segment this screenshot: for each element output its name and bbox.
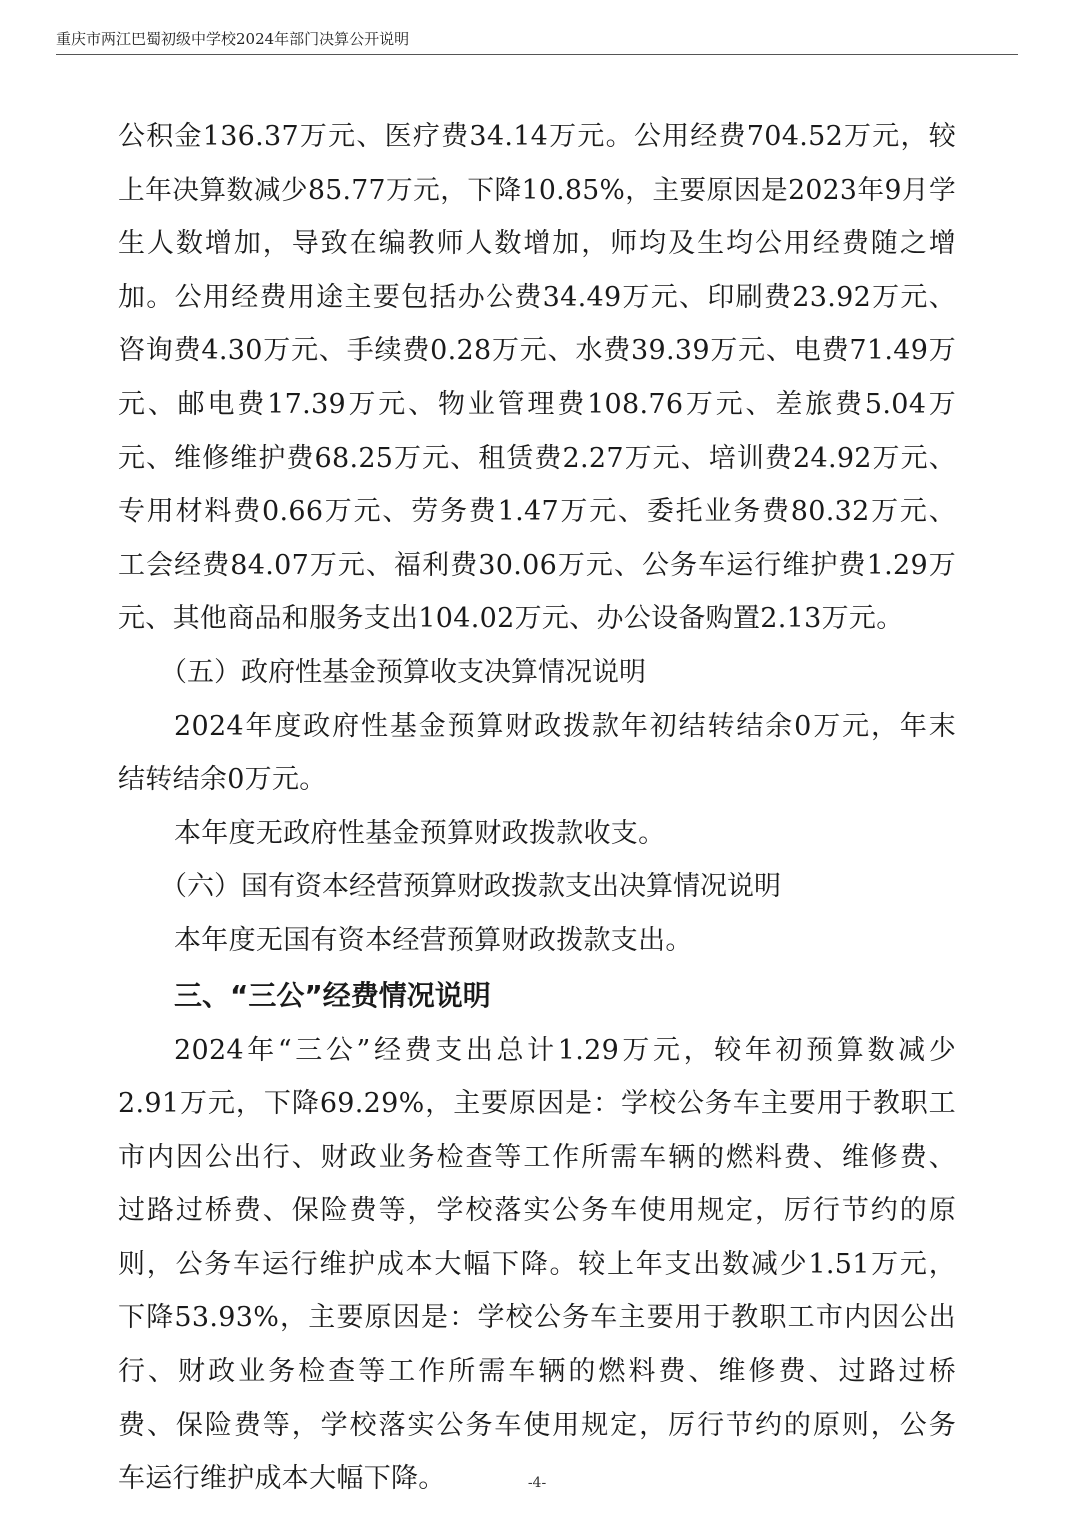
text-line: 下降53.93%，主要原因是：学校公务车主要用于教职工市内因公出 — [118, 1302, 956, 1334]
header-divider — [56, 54, 1018, 55]
text-line: 市内因公出行、财政业务检查等工作所需车辆的燃料费、维修费、 — [118, 1141, 956, 1173]
section-heading-three-public: 三、“三公”经费情况说明 — [174, 978, 491, 1012]
paragraph-no-government-fund — [118, 807, 956, 861]
paragraph-three-public — [118, 1024, 956, 1506]
text-line: 加。公用经费用途主要包括办公费34.49万元、印刷费23.92万元、 — [118, 281, 956, 313]
text-line: 元、邮电费17.39万元、物业管理费108.76万元、差旅费5.04万 — [118, 388, 956, 420]
text-line: 工会经费84.07万元、福利费30.06万元、公务车运行维护费1.29万 — [118, 549, 956, 581]
text-line: 2024年“三公”经费支出总计1.29万元，较年初预算数减少 — [174, 1034, 956, 1066]
text-line: 生人数增加，导致在编教师人数增加，师均及生均公用经费随之增 — [118, 228, 956, 260]
text-line: 过路过桥费、保险费等，学校落实公务车使用规定，厉行节约的原 — [118, 1195, 956, 1227]
heading-state-capital: （六）国有资本经营预算财政拨款支出决算情况说明 — [160, 871, 781, 903]
text-line: 结转结余0万元。 — [118, 764, 327, 796]
text-line: 行、财政业务检查等工作所需车辆的燃料费、维修费、过路过桥 — [118, 1356, 956, 1388]
text-line: 公积金136.37万元、医疗费34.14万元。公用经费704.52万元，较 — [118, 121, 956, 152]
paragraph-no-state-capital — [118, 914, 956, 968]
paragraph-government-fund — [118, 700, 956, 807]
page-header-title: 重庆市两江巴蜀初级中学校2024年部门决算公开说明 — [56, 30, 410, 48]
text-line: 本年度无国有资本经营预算财政拨款支出。 — [174, 924, 693, 956]
text-line: 咨询费4.30万元、手续费0.28万元、水费39.39万元、电费71.49万 — [118, 335, 956, 367]
heading-government-fund: （五）政府性基金预算收支决算情况说明 — [160, 656, 646, 688]
text-line: 2024年度政府性基金预算财政拨款年初结转结余0万元，年末 — [174, 710, 956, 742]
document-body — [118, 110, 956, 1506]
text-line: 元、维修维护费68.25万元、租赁费2.27万元、培训费24.92万元、 — [118, 442, 956, 474]
text-line: 2.91万元，下降69.29%，主要原因是：学校公务车主要用于教职工 — [118, 1088, 956, 1120]
text-line: 本年度无政府性基金预算财政拨款收支。 — [174, 817, 666, 849]
page-number: -4- — [527, 1475, 547, 1491]
text-line: 专用材料费0.66万元、劳务费1.47万元、委托业务费80.32万元、 — [118, 496, 956, 528]
text-line: 上年决算数减少85.77万元，下降10.85%，主要原因是2023年9月学 — [118, 174, 956, 206]
text-line: 车运行维护成本大幅下降。 — [118, 1463, 446, 1495]
text-line: 元、其他商品和服务支出104.02万元、办公设备购置2.13万元。 — [118, 603, 904, 635]
paragraph-public-expenses — [118, 110, 956, 646]
text-line: 费、保险费等，学校落实公务车使用规定，厉行节约的原则，公务 — [118, 1409, 956, 1441]
text-line: 则，公务车运行维护成本大幅下降。较上年支出数减少1.51万元， — [118, 1248, 956, 1280]
